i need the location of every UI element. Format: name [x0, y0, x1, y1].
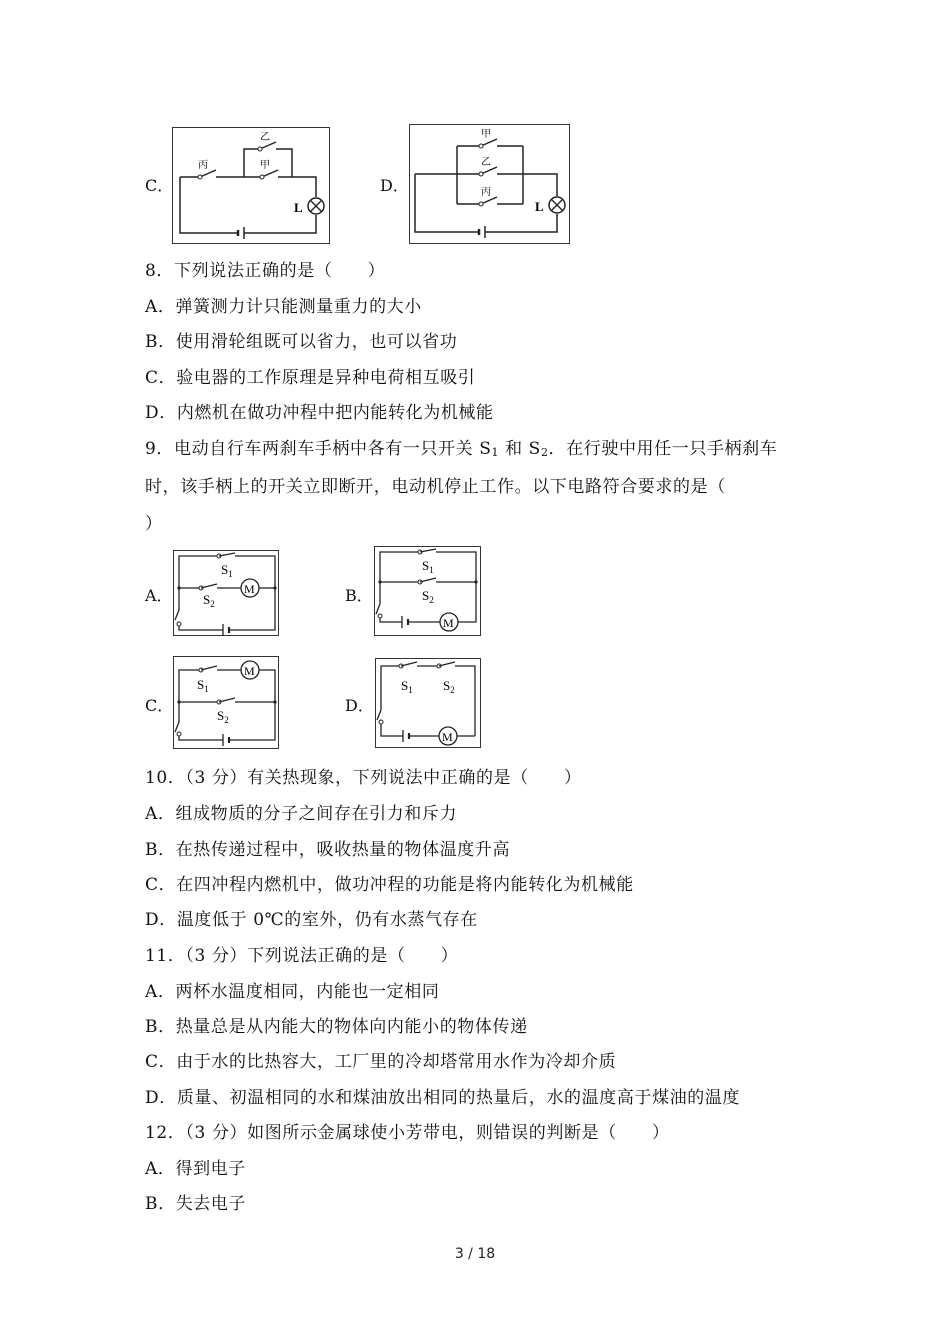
switch-label-yi: 乙: [481, 157, 491, 168]
q9-option-b-label: B．: [345, 586, 373, 605]
switch-s1-label: $S_1$: [221, 562, 233, 579]
switch-label-bing: 丙: [198, 160, 208, 171]
q9-option-a-label: A．: [145, 586, 173, 605]
q9-option-a-circuit: [173, 550, 279, 636]
q8-option-c: C．验电器的工作原理是异种电荷相互吸引: [145, 368, 476, 388]
q10-option-b: B．在热传递过程中，吸收热量的物体温度升高: [145, 840, 511, 860]
switch-s1-label: $S_1$: [197, 677, 209, 694]
q10-option-d: D．温度低于 0℃的室外，仍有水蒸气存在: [145, 910, 478, 930]
switch-s1-label: $S_1$: [422, 558, 434, 575]
q12-option-a: A．得到电子: [145, 1159, 246, 1179]
q8-stem: 8．下列说法正确的是（ ）: [145, 261, 386, 281]
switch-s2-label: $S_2$: [203, 592, 215, 609]
q9-option-d-label: D．: [345, 696, 374, 715]
motor-label: M: [244, 582, 255, 596]
page-number: 3 / 18: [454, 1246, 496, 1262]
q9-stem-line3: ）: [145, 514, 163, 534]
q7-option-d-circuit: [409, 124, 570, 244]
switch-s2-label: $S_2$: [422, 588, 434, 605]
motor-label: M: [244, 664, 255, 678]
motor-label: M: [442, 730, 453, 744]
q10-option-c: C．在四冲程内燃机中，做功冲程的功能是将内能转化为机械能: [145, 875, 634, 895]
q11-stem: 11．（3 分）下列说法正确的是（ ）: [145, 946, 459, 966]
q8-option-a: A．弹簧测力计只能测量重力的大小: [145, 297, 422, 317]
lamp-label: L: [294, 200, 303, 215]
q7-option-c-label: C．: [145, 176, 174, 195]
q12-stem: 12．（3 分）如图所示金属球使小芳带电，则错误的判断是（ ）: [145, 1123, 670, 1143]
q8-option-d: D．内燃机在做功冲程中把内能转化为机械能: [145, 403, 494, 423]
switch-s2-label: $S_2$: [443, 678, 455, 695]
switch-label-yi: 乙: [260, 132, 270, 143]
q10-stem: 10．（3 分）有关热现象，下列说法中正确的是（ ）: [145, 768, 582, 788]
switch-label-jia: 甲: [260, 160, 270, 171]
q7-option-c-circuit: [172, 127, 330, 244]
q9-stem-line1: 9．电动自行车两刹车手柄中各有一只开关 $S_1$ 和 $S_2$．在行驶中用任一只手柄刹车: [145, 439, 778, 459]
q12-option-b: B．失去电子: [145, 1194, 247, 1214]
q9-option-d-circuit: [375, 658, 481, 748]
q9-option-c-label: C．: [145, 696, 174, 715]
switch-s1-label: $S_1$: [401, 678, 413, 695]
q11-option-a: A．两杯水温度相同，内能也一定相同: [145, 982, 440, 1002]
q9-stem-line2: 时，该手柄上的开关立即断开，电动机停止工作。以下电路符合要求的是（: [145, 477, 726, 497]
lamp-label: L: [535, 199, 544, 214]
q11-option-c: C．由于水的比热容大，工厂里的冷却塔常用水作为冷却介质: [145, 1052, 617, 1072]
q11-option-b: B．热量总是从内能大的物体向内能小的物体传递: [145, 1017, 528, 1037]
q7-option-d-label: D．: [380, 176, 409, 195]
q11-option-d: D．质量、初温相同的水和煤油放出相同的热量后，水的温度高于煤油的温度: [145, 1088, 741, 1108]
q10-option-a: A．组成物质的分子之间存在引力和斥力: [145, 804, 458, 824]
q8-option-b: B．使用滑轮组既可以省力，也可以省功: [145, 332, 458, 352]
motor-label: M: [443, 616, 454, 630]
q9-option-b-circuit: [374, 546, 481, 636]
switch-label-bing: 丙: [481, 187, 491, 198]
switch-s2-label: $S_2$: [217, 708, 229, 725]
q9-option-c-circuit: [173, 656, 279, 749]
switch-label-jia: 甲: [481, 129, 491, 140]
